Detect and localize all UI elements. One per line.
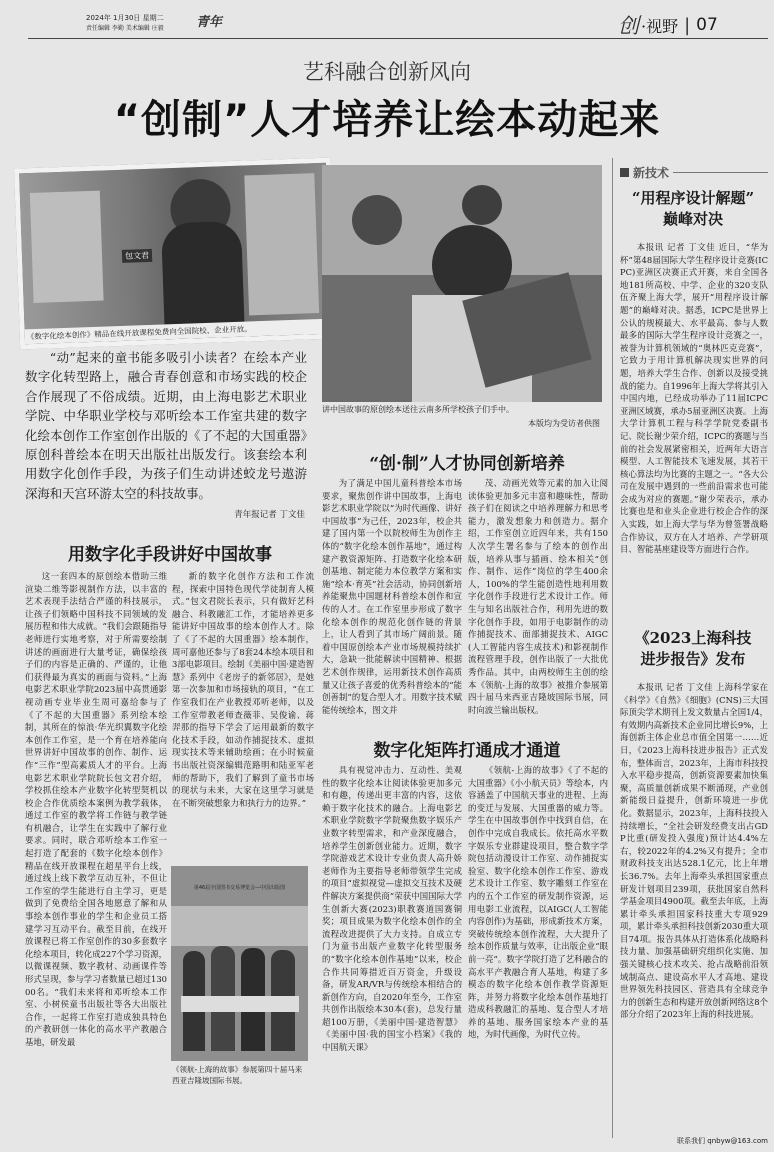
page-number: 07 bbox=[696, 15, 718, 35]
lead-paragraph: “动”起来的童书能多吸引小读者？在绘本产业数字化转型路上，融合青春创意和市场实践的校企合作展现了不俗成绩。近期，由上海电影艺术职业学院、中华职业学校与邓听绘本工作室共建的数字化绘本创作工作室创作出版的《了不起的大国重器》原创科普绘本在明天出版社出版发行。该套绘本利用数字化创作手段，为孩子们生动讲述蛟龙号遨游深海和天宫环游太空的科技故事。 bbox=[25, 350, 307, 501]
section-header: 创 ·视野 | 07 bbox=[618, 12, 768, 38]
article2-text: 本报讯 记者 丁文佳 上海科学家在《科学》《自然》《细胞》(CNS)三大国际顶尖学术期刊上发文数量占全国1/4，有效期内高新技术企业同比增长9%，上海创新主体企业总市值全国第一……近日，《2023上海科技进步报告》正式发布，整体而言，2023年，上海市科技投入水平稳步提高，创新资源要素加快集聚，高质量创新成果不断涌现，产业创新能级日益提升，创新环境进一步优化。数据显示，2023年，上海科技投入持续增长，“全社会研发经费支出占GDP比重(研发投入强度)预计达4.4%左右，较2022年的4.2%又有提升；全市财政科技支出达528.1亿元，比上年增长36.7%。去年上海牵头承担国家重点研发计划项目239项，获批国家自然科学基金项目4900项。截至去年底，上海累计牵头承担国家科技重大专项929项，累计牵头承担科技创新2030重大项目74项。报告具体从打造体系化战略科技力量、加强基础研究组织化实施、加强关键核心技术攻关、抢占战略前沿领域制高点、建设高水平人才高地、建设世界领先科技园区、营造具有全球竞争力的创新生态和构建开放创新网络这8个部分介绍了2023年上海的科技进展。 bbox=[620, 682, 768, 1020]
sidebar-divider bbox=[612, 158, 613, 1138]
sidebar-tag bbox=[620, 162, 768, 182]
section2-title: “创·制”人才协同创新培养 bbox=[369, 454, 565, 474]
section2-col1 bbox=[322, 477, 462, 725]
photo-credit: 本版均为受访者供图 bbox=[528, 419, 600, 428]
section3-col2 bbox=[468, 764, 608, 1146]
section1-title: 用数字化手段讲好中国故事 bbox=[68, 545, 272, 565]
photo-caption-2: 讲中国故事的原创绘本送往云南多所学校孩子们手中。 bbox=[322, 405, 514, 414]
section3-col1 bbox=[322, 764, 462, 1146]
article1-text: 本报讯 记者 丁文佳 近日，“华为杯”第48届国际大学生程序设计竞赛(ICPC)亚洲区决赛正式开赛，来自全国各地181所高校、中学、企业的320支队伍齐聚上海大学，展开“用程序设计解题”的巅峰对决。据悉，ICPC是世界上公认的规模最大、水平最高、参与人数最多的国际大学生程序设计竞赛之一，被誉为计算机领域的“奥林匹克竞赛”，它致力于用计算机解决现实世界的问题，培养大学生合作、创新以及接受挑战的能力。自1996年上海大学将其引入中国内地，已经成功举办了11届ICPC亚洲区域赛，承办5届亚洲区决赛。上海大学计算机工程与科学学院党委副书记、院长谢少荣介绍，ICPC的赛题与当前的社会发展紧密相关，近两年大语言模型、人工智能技术飞速发展，其若干核心算法均为比赛的主题之一。“各大公司在发展中遇到的一些前沿需求也可能会成为对应的赛题。”谢少荣表示，承办比赛也是和业头企业进行校企合作的深入实践，如上海大学与华为曾签署战略合作协议，双方在人才培养、产学研项目、智能基座建设等方面进行合作。 bbox=[620, 242, 768, 555]
photo-online-course bbox=[14, 158, 337, 350]
section2-col1-text: 为了满足中国儿童科普绘本市场要求，聚焦创作讲中国故事，上海电影艺术职业学院以“为时代画像、讲好中国故事”为己任，2023年，校企共建了国内第一个以院校师生为创作主体的“数字化绘本创作基地”，通过构建产教资源矩阵、打造数字化绘本研创基地、制定能力本位教学方案和实施“绘本·育英”社会活动，协同创新培养能聚焦中国题材科普绘本创作和宣传的人才。在工作室里步形成了数字化绘本创作的规范化创作链的背景上，让人看到了其市场广阔前景。随着中国原创绘本产业市场规模持续扩大，急缺一批能解读中国精神、根据艺术创作规律，运用新技术创作高质量又让孩子喜爱的优秀科普绘本的“能创善制”的复合型人才。用数字技术赋能传统绘本，图文并 bbox=[322, 478, 462, 715]
name-tag: 包文君 bbox=[122, 249, 152, 263]
photo-caption-3: 《领航-上海的故事》参展第四十届马来西亚吉隆坡国际书展。 bbox=[172, 1065, 303, 1085]
lead-byline: 青年报记者 丁文佳 bbox=[234, 510, 305, 520]
section1-col2 bbox=[172, 570, 314, 860]
article1-title-line1: “用程序设计解题” bbox=[631, 189, 755, 207]
article1-title bbox=[618, 188, 768, 230]
footer-contact: 联系我们 qnbyw@163.com bbox=[677, 1137, 768, 1145]
book-fair-banner: 第46届全国图书交易博览会—中国出版图 bbox=[193, 885, 286, 891]
sidebar-tag-label: 新技术 bbox=[633, 165, 670, 180]
article1-title-line2: 巅峰对决 bbox=[662, 210, 723, 228]
section1-col1 bbox=[25, 570, 167, 1136]
headline-title: “创制”人才培养让绘本动起来 bbox=[113, 97, 661, 143]
editors-line: 责任编辑 李勤 美术编辑 庄毅 bbox=[86, 25, 164, 32]
section2-col2-text: 茂、动画光效等元素的加入让阅读体验更加多元丰富和趣味性，帮助孩子们在阅读之中培养理解力和思考能力，激发想象力和创造力。据介绍，工作室创立近四年来，共有150人次学生署名参与了绘本的创作出版，培养从事与插画、绘本相关“创作、制作、运作”岗位的学生400余人，100%的学生能创造性地利用数字化创作手段进行艺术设计工作。师生与知名出版社合作，利用先进的数字化创作手段，如用于电影制作的动作捕捉技术、面部捕捉技术、AIGC(人工智能内容生成技术)和影视制作流程管理手段，创作出版了一大批优秀作品。其中，由两校师生主创的绘本《领航-上海的故事》被推介参展第四十届马来西亚吉隆坡国际书展，同时向波兰输出版权。 bbox=[468, 478, 608, 715]
headline-kicker: 艺科融合创新风向 bbox=[303, 60, 471, 84]
photo-caption-1: 《数字化绘本创作》精品在线开放课程免费向全国院校、企业开放。 bbox=[25, 319, 332, 345]
paper-logo-icon: 青年 bbox=[196, 15, 223, 30]
section3-title: 数字化矩阵打通成才通道 bbox=[373, 741, 561, 761]
masthead bbox=[86, 13, 196, 32]
article2-title-line2: 进步报告》发布 bbox=[640, 650, 746, 668]
photo-book-fair bbox=[171, 866, 308, 1061]
article1-body bbox=[620, 241, 768, 613]
article2-body bbox=[620, 681, 768, 1133]
header-rule bbox=[28, 38, 768, 39]
section3-col1-text: 具有视觉冲击力、互动性、美观性的数字化绘本让阅读体验更加多元和有趣，传递出更丰富的内容，这依赖于数字化技术的融合。上海电影艺术职业学院数字学院聚焦数字娱乐产业数字转型需求，和产业深度融合，培养学生创新创业能力。近期，数字学院游戏艺术设计专业负责人高升娇老师作为主要指导老师带领学生完成的项目“虚拟视觉—虚拟交互技术及硬件解决方案提供商”荣获中国国际大学生创新大赛(2023)职教赛道国赛铜奖；项目成果为数字化绘本创作的全流程改进提供了大力支持。自成立专门为童书出版产业数字化转型服务的“数字化绘本创作基地”以来，校企合作共同筹措近百万资金，升级设备，研发AR/VR与传统绘本相结合的新创作方向，自2020年至今，工作室共创作出版绘本30本(套)，总发行量超100万册，《美丽中国·建造智慧》《美丽中国·我的国宝小档案》《我的中国航天课》 bbox=[322, 765, 462, 1053]
photo-yunnan-students bbox=[322, 165, 602, 402]
section2-col2 bbox=[468, 477, 608, 725]
section3-col2-text: 《领航-上海的故事》《了不起的大国重器》《小小航天员》等绘本，内容涵盖了中国航天事业的进程、上海的变迁与发展、大国重器的威力等。学生在中国故事创作中找到自信，在创作中完成自我成长。依托高水平数字娱乐专业群建设项目，整合数字学院包括动漫设计工作室、动作捕捉实验室、数字化绘本创作工作室、游戏艺术设计工作室、数字雕刻工作室在内的五个工作室的研发制作资源，运用电影工业流程，以AIGC(人工智能内容创作)为基础，形成新技术方案，突破传统绘本创作流程，大大提升了绘本创作质量与效率，让出版企业“眼前一亮”。数字学院打造了艺科融合的高水平产教融合育人基地，构建了多模态的数字化绘本创作教学资源矩阵，并努力将数字化绘本创作基地打造成科教融汇的基地、复合型人才培养的基地、服务国家绘本产业的基地，为时代画像，为时代立传。 bbox=[468, 765, 608, 1040]
square-bullet-icon bbox=[620, 168, 629, 177]
issue-date: 2024年 1月30日 星期二 bbox=[86, 14, 164, 22]
section-name: ·视野 bbox=[641, 16, 679, 36]
article2-title bbox=[618, 628, 768, 670]
article2-title-line1: 《2023上海科技 bbox=[634, 629, 752, 647]
section1-col1-text: 这一套四本的原创绘本借助三维渲染二维等影视制作方法，以丰富的艺术表现手法结合严谨的科技展示，让孩子们领略中国科技不同领域的发展历程和伟大成就。“我们会跟随指导老师进行实地考察，对于所需要绘制讲述的画面进行大量考证，确保绘孩子们的内容是正确的、严谨的，让他们获得最为真实的画面与资料。”上海电影艺术职业学院2023届中高贯通影视动画专业毕业生周可嘉给参与了《了不起的大国重器》系列绘本绘制，其所在的惊浪·华光织翼数字化绘本创作工作室，是一个育在培养能向世界讲好中国故事的创作、制作、运作“三作”型高素质人才的平台。上海电影艺术职业学院院长包文君介绍，学校抓住绘本产业数字化转型契机以校企合作优质绘本案例为教学载体，通过工作室的教学将工作链与教学链有机融合，让学生在实践中了解行业要求。同时，联合邓听绘本工作室一起打造了配套的《数字化绘本创作》精品在线开放课程在超星平台上线，通过线上线下教学互动互补，不但让工作室的学生能进行自主学习，更是做到了免费给全国各地愿意了解和从事绘本创作事业的学生和企业员工搭建学习互动平台。截至目前，在线开放课程已将工作室创作的30多套数字化绘本项目，转化成227个学习资源，以微课视频、数字教材、动画课件等形式呈现，参与学习者数量已超过13000名。“我们未来将和邓听绘本工作室、小树侯童书出版社等各大出版社合作，一起将工作室打造成独具特色的产教研创一体化的高水平产教融合基地，研发最 bbox=[25, 571, 167, 1047]
section1-col2-text: 新的数字化创作方法和工作流程，探索中国特色现代学徒制育人模式。”包文君院长表示，只有做好艺科融合、科教融汇工作，才能培养更多能讲好中国故事的绘本创作人才。除了《了不起的大国重器》绘本制作，周可嘉他还参与了8套24本绘本项目和3部电影项目。绘制《美丽中国·建造智慧》系列中《老房子的新邻居》，是她第一次参加和市场接轨的项目，“在工作室我们在产业教授邓听老师，以及工作室带教老师查薇菲、吴俊谕、蒋羿那的指导下学会了运用最新的数字化技术手段，如动作捕捉技术、虚拟现实技术等来辅助绘画；在小时候童书出版社资深编辑范路明和陆亚军老师的帮助下，我们了解到了童书市场的现状与未来，大家在这里学习就是在不断突破想象力和执行力的边界。” bbox=[172, 571, 314, 808]
section-mark: 创 bbox=[618, 14, 639, 38]
